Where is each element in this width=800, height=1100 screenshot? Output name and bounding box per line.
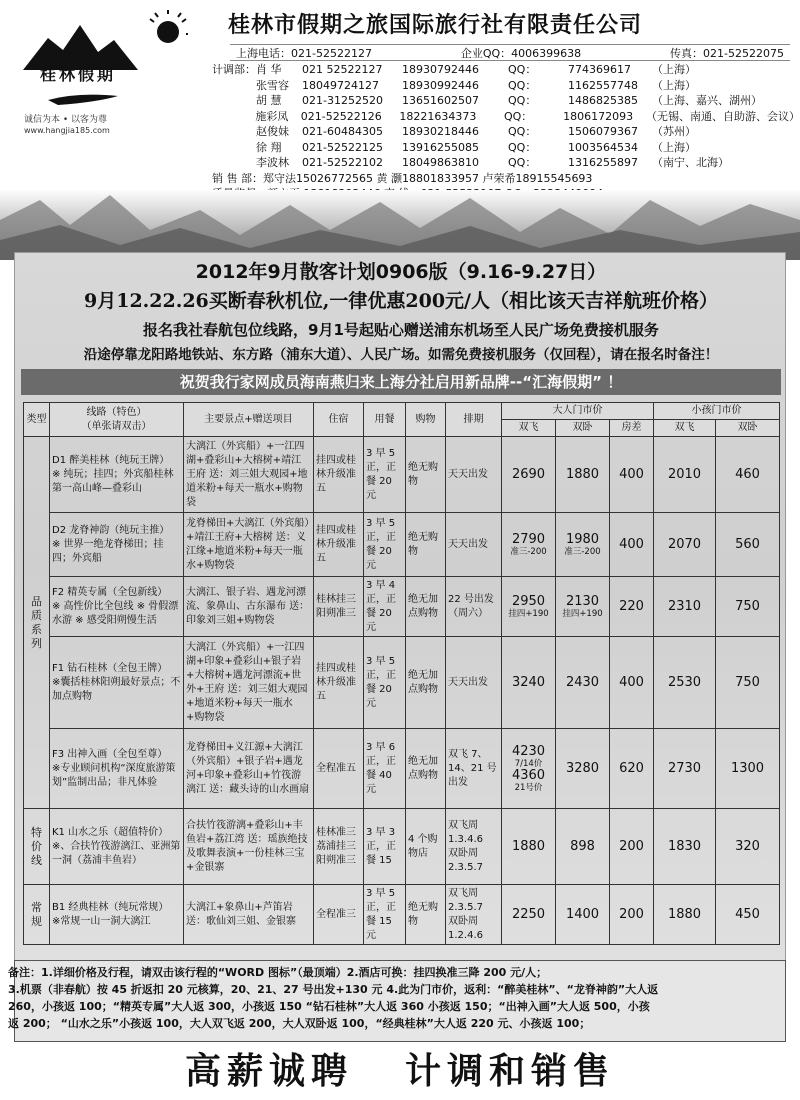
- shopping-cell: 绝无加点购物: [406, 577, 446, 637]
- contact-row: [212, 93, 800, 109]
- contact-dept: [212, 78, 256, 94]
- contact-note: （上海）: [652, 140, 696, 154]
- child-fly-price: 2070: [654, 513, 716, 577]
- scenic-cell: 大漓江（外宾船）+一江四湖+印象+叠彩山+银子岩+大榕树+遇龙河漂流+世外+王府 送：刘三姐大观园+地道米粉+每天一瓶水+购物袋: [184, 637, 314, 729]
- brand-banner: 祝贺我行家网成员海南燕归来上海分社启用新品牌--“汇海假期” ！: [21, 369, 781, 395]
- header-shopping: 购物: [406, 403, 446, 437]
- contact-qq-label: QQ：: [508, 156, 537, 169]
- hotel-cell: 桂林准三荔浦挂三阳朔准三: [314, 809, 364, 885]
- table-row[interactable]: [24, 513, 780, 577]
- table-row[interactable]: [24, 637, 780, 729]
- header-schedule: 排期: [446, 403, 502, 437]
- contact-qq-label: QQ：: [503, 109, 533, 123]
- contact-mobile: 18930992446: [402, 78, 479, 92]
- route-cell[interactable]: [50, 885, 184, 945]
- contact-name: 张雪容: [256, 78, 289, 92]
- recruit-banner: [0, 1043, 800, 1100]
- header-adult-sleeper: 双卧: [556, 420, 610, 437]
- contact-qq-label: QQ：: [508, 125, 537, 138]
- route-note: ※常规一山一洞大漓江: [52, 915, 151, 927]
- table-row[interactable]: [24, 729, 780, 809]
- contact-note: （南宁、北海）: [652, 156, 729, 169]
- shopping-cell: 绝无购物: [406, 885, 446, 945]
- header-adult-fly: 双飞: [502, 420, 556, 437]
- contact-note: （上海）: [652, 63, 696, 76]
- note-line-1: 备注：1.详细价格及行程，请双击该行程的“WORD 图标”（最顶端）2.酒店可换：挂四换准三降 200 元/人；: [8, 966, 548, 979]
- room-diff-price: 200: [610, 885, 654, 945]
- scenic-cell: 大漓江（外宾船）+一江四湖+叠彩山+大榕树+靖江王府 送：刘三姐大观园+地道米粉+每天一瓶水+购物袋: [184, 437, 314, 513]
- adult-sleeper-price: 2130: [565, 593, 600, 609]
- adult-fly-price: 2950: [511, 593, 546, 609]
- contact-tel: 021-52522125: [302, 140, 383, 154]
- contact-dept: 计调部：: [212, 63, 256, 76]
- note-line-2: 3.机票（非春航）按 45 折返扣 20 元核算，20、21、27 号出发+130 元 4.此为门市价，返利：“醉美桂林”、“龙脊神韵”大人返: [8, 983, 659, 996]
- adult-fly-note: 准三-200: [510, 546, 547, 557]
- contact-name: 赵俊妹: [256, 125, 289, 138]
- contact-note: （苏州）: [652, 125, 696, 138]
- adult-fly-note: 挂四+190: [508, 608, 549, 619]
- logo-url[interactable]: www.hangjia185.com: [24, 126, 110, 135]
- contact-row: [212, 62, 800, 78]
- hotel-cell: 全程准三: [314, 885, 364, 945]
- company-name: 桂林市假期之旅国际旅行社有限责任公司: [228, 13, 643, 38]
- adult-sleeper-note: 准三-200: [564, 546, 601, 557]
- contact-qq-label: QQ：: [508, 140, 537, 154]
- hotel-cell: 全程准五: [314, 729, 364, 809]
- child-sleeper-price: 560: [716, 513, 780, 577]
- schedule-fly: 双飞周 2.3.5.7: [448, 887, 483, 913]
- contact-name: 徐 翔: [256, 140, 282, 154]
- route-name: F3 出神入画（全包至尊）: [52, 748, 168, 760]
- meals-cell: 3 早 4 正，正餐 20 元: [364, 577, 406, 637]
- contact-dept: [212, 109, 255, 125]
- header-route-sub: （单张请双击）: [81, 420, 152, 432]
- contact-mobile: 18930218446: [402, 125, 479, 138]
- meals-cell: 3 早 5 正，正餐 15 元: [364, 885, 406, 945]
- route-note: ※、合扶竹筏游漓江、亚洲第一洞（荔浦丰鱼岩）: [52, 840, 181, 866]
- plan-title: 2012年9月散客计划0906版（9.16-9.27日）: [195, 261, 607, 283]
- route-note: ※专业顾问机构“深度旅游策划”监制出品；非凡体验: [52, 762, 176, 788]
- contact-qq: 774369617: [568, 63, 631, 76]
- shopping-cell: 4 个购物店: [406, 809, 446, 885]
- header-route: [50, 403, 184, 437]
- header-room-diff: 房差: [610, 420, 654, 437]
- route-cell[interactable]: [50, 577, 184, 637]
- contact-tel: 021-52522102: [302, 156, 383, 169]
- contact-tel: 021 52522127: [302, 63, 383, 76]
- hotel-cell: 挂四或桂林升级准五: [314, 637, 364, 729]
- adult-sleeper-cell: [556, 513, 610, 577]
- footer: [0, 1043, 800, 1100]
- schedule-cell: [446, 809, 502, 885]
- category-special: 特价线: [24, 809, 50, 885]
- route-cell[interactable]: [50, 513, 184, 577]
- adult-fly-price: 4230: [511, 743, 546, 759]
- header-type: 类型: [24, 403, 50, 437]
- hotline-bar: [230, 44, 790, 61]
- adult-fly-price: 2690: [502, 437, 556, 513]
- adult-sleeper-note: 挂四+190: [562, 608, 603, 619]
- shopping-cell: 绝无加点购物: [406, 637, 446, 729]
- schedule-cell: 天天出发: [446, 513, 502, 577]
- adult-fly-price: 1880: [502, 809, 556, 885]
- tour-price-table: [23, 402, 780, 945]
- table-header-row: [24, 403, 780, 420]
- header-meals: 用餐: [364, 403, 406, 437]
- logo-name: 桂林假期: [40, 65, 117, 84]
- adult-fly-price: 2250: [502, 885, 556, 945]
- contact-name: 胡 慧: [256, 94, 282, 107]
- child-fly-price: 2730: [654, 729, 716, 809]
- category-regular: 常规: [24, 885, 50, 945]
- recruit-positions: 计调和销售: [405, 1051, 616, 1092]
- hotel-cell: 挂四或桂林升级准五: [314, 513, 364, 577]
- contact-dept: [212, 155, 256, 171]
- hotel-cell: 桂林挂三阳朔准三: [314, 577, 364, 637]
- contact-tel: 021-60484305: [302, 125, 383, 138]
- adult-fly-price: 3240: [502, 637, 556, 729]
- schedule-cell: 天天出发: [446, 637, 502, 729]
- header-scenic: 主要景点+赠送项目: [184, 403, 314, 437]
- fax: 传真：021-52522075: [670, 46, 784, 60]
- meals-cell: 3 早 5 正，正餐 20 元: [364, 637, 406, 729]
- route-note: ※囊括桂林阳朔最好景点；不加点购物: [52, 676, 181, 702]
- header-hotel: 住宿: [314, 403, 364, 437]
- contact-row: [212, 109, 800, 125]
- contact-name: 施彩凤: [255, 109, 289, 123]
- contact-dept: [212, 124, 256, 140]
- schedule-cell: 22 号出发（周六）: [446, 577, 502, 637]
- table-row[interactable]: [24, 809, 780, 885]
- adult-sleeper-price: 898: [556, 809, 610, 885]
- adult-sleeper-price: 3280: [556, 729, 610, 809]
- contact-mobile: 18930792446: [402, 63, 479, 76]
- contact-mobile: 13916255085: [402, 140, 479, 154]
- adult-sleeper-cell: [556, 577, 610, 637]
- contact-mobile: 18049863810: [402, 156, 479, 169]
- note-line-4: 返 200； “山水之乐”小孩返 100，大人双飞返 200，大人双卧返 100，“经典桂林”大人返 220 元、小孩返 100；: [8, 1017, 591, 1030]
- contact-row: [212, 78, 800, 94]
- scenic-cell: 龙脊梯田+义江源+大漓江（外宾船）+银子岩+遇龙河+印象+叠彩山+竹筏游漓江 送：藏头诗的山水画扇: [184, 729, 314, 809]
- adult-fly-note: 7/14价: [514, 758, 543, 769]
- route-cell[interactable]: [50, 437, 184, 513]
- adult-fly-cell: [502, 577, 556, 637]
- shopping-cell: 绝无加点购物: [406, 729, 446, 809]
- route-name: F1 钻石桂林（全包王牌）: [52, 662, 168, 674]
- route-cell[interactable]: [50, 637, 184, 729]
- plan-panel: [14, 252, 786, 1042]
- table-row[interactable]: [24, 577, 780, 637]
- adult-sleeper-price: 1880: [556, 437, 610, 513]
- meals-cell: 3 早 3 正，正餐 15: [364, 809, 406, 885]
- child-fly-price: 1880: [654, 885, 716, 945]
- adult-sleeper-price: 2430: [556, 637, 610, 729]
- child-sleeper-price: 450: [716, 885, 780, 945]
- contact-name: 李波林: [256, 156, 289, 169]
- child-sleeper-price: 460: [716, 437, 780, 513]
- route-cell[interactable]: [50, 809, 184, 885]
- schedule-sleeper: 双卧周 1.2.4.6: [448, 915, 483, 941]
- enterprise-qq: 企业QQ：4006399638: [460, 46, 582, 60]
- contact-qq: 1003564534: [568, 140, 638, 154]
- header-child-sleeper: 双卧: [716, 420, 780, 437]
- contact-name: 肖 华: [256, 63, 282, 76]
- table-row[interactable]: [24, 437, 780, 513]
- schedule-fly: 双飞周 1.3.4.6: [448, 819, 483, 845]
- karst-mountains-icon: [0, 190, 800, 260]
- contact-qq-label: QQ：: [508, 63, 537, 76]
- recruit-title: 高薪诚聘: [184, 1051, 353, 1092]
- room-diff-price: 220: [610, 577, 654, 637]
- schedule-cell: 双飞 7、14、21 号出发: [446, 729, 502, 809]
- room-diff-price: 400: [610, 513, 654, 577]
- table-row[interactable]: [24, 885, 780, 945]
- contact-mobile: 18221634373: [399, 109, 477, 123]
- pickup-stops-line: 沿途停靠龙阳路地铁站、东方路（浦东大道）、人民广场。如需免费接机服务（仅回程），请在报名时备注！: [83, 347, 719, 363]
- scenic-cell: 龙脊梯田+大漓江（外宾船）+靖江王府+大榕树 送：义江缘+地道米粉+每天一瓶水+购物袋: [184, 513, 314, 577]
- schedule-cell: [446, 885, 502, 945]
- header-route-label: 线路（特色）: [86, 406, 147, 418]
- contact-mobile: 13651602507: [402, 94, 479, 107]
- contact-list: [212, 62, 800, 202]
- category-premium: 品质系列: [24, 437, 50, 809]
- route-name: D2 龙脊神韵（纯玩主推）: [52, 524, 170, 536]
- contact-qq: 1506079367: [568, 125, 638, 138]
- meals-cell: 3 早 6 正，正餐 40 元: [364, 729, 406, 809]
- route-cell[interactable]: [50, 729, 184, 809]
- header-adult-price: 大人门市价: [502, 403, 654, 420]
- schedule-cell: 天天出发: [446, 437, 502, 513]
- contact-row: [212, 124, 800, 140]
- child-sleeper-price: 320: [716, 809, 780, 885]
- sales-line: 销 售 部：郑守法15026772565 黄 灏18801833957 卢荣希18915545693: [212, 171, 593, 185]
- child-sleeper-price: 750: [716, 577, 780, 637]
- route-note: ※ 世界一绝龙脊梯田；挂四；外宾船: [52, 538, 164, 564]
- route-name: B1 经典桂林（纯玩常规）: [52, 901, 169, 913]
- scenery-background: [0, 190, 800, 260]
- contact-dept: [212, 140, 256, 156]
- adult-fly-cell: [502, 513, 556, 577]
- scenic-cell: 合扶竹筏游漓+叠彩山+丰鱼岩+荔江湾 送：瑶族绝技及歌舞表演+一份桂林三宝+金银寨: [184, 809, 314, 885]
- contact-note: （上海、嘉兴、湖州）: [652, 94, 762, 107]
- route-name: K1 山水之乐（超值特价）: [52, 826, 169, 838]
- contact-note: （上海）: [652, 78, 696, 92]
- notes: [2, 962, 778, 1034]
- contact-qq-label: QQ：: [508, 78, 537, 92]
- room-diff-price: 620: [610, 729, 654, 809]
- hotel-cell: 挂四或桂林升级准五: [314, 437, 364, 513]
- schedule-sleeper: 双卧周 2.3.5.7: [448, 847, 483, 873]
- adult-fly-cell: [502, 729, 556, 809]
- header-child-fly: 双飞: [654, 420, 716, 437]
- scenic-cell: 大漓江、银子岩、遇龙河漂流、象鼻山、古东瀑布 送：印象刘三姐+购物袋: [184, 577, 314, 637]
- contact-qq: 1316255897: [568, 156, 638, 169]
- route-name: F2 精英专属（全包新线）: [52, 586, 168, 598]
- route-note: ※ 高性价比全包线 ※ 骨假漂水游 ※ 感受阳朔慢生活: [52, 600, 179, 626]
- adult-fly-price: 2790: [511, 531, 546, 547]
- contact-row: [212, 155, 800, 171]
- adult-sleeper-price: 1980: [565, 531, 600, 547]
- contact-qq-label: QQ：: [508, 94, 537, 107]
- logo-slogan: 诚信为本 • 以客为尊: [24, 115, 108, 125]
- child-sleeper-price: 750: [716, 637, 780, 729]
- route-note: ※ 纯玩；挂四；外宾船桂林第一高山峰—叠彩山: [52, 468, 174, 494]
- contact-qq: 1806172093: [563, 109, 634, 123]
- room-diff-price: 400: [610, 437, 654, 513]
- contact-dept: [212, 93, 256, 109]
- contact-tel: 18049724127: [302, 78, 379, 92]
- scenic-cell: 大漓江+象鼻山+芦笛岩 送：歌仙刘三姐、金银寨: [184, 885, 314, 945]
- meals-cell: 3 早 5 正，正餐 20 元: [364, 513, 406, 577]
- contact-row: [212, 140, 800, 156]
- room-diff-price: 400: [610, 637, 654, 729]
- contact-qq: 1162557748: [568, 78, 638, 92]
- room-diff-price: 200: [610, 809, 654, 885]
- pickup-service-line: 报名我社春航包位线路，9月1号起贴心赠送浦东机场至人民广场免费接机服务: [143, 321, 659, 339]
- shanghai-tel: 上海电话：021-52522127: [236, 46, 372, 60]
- child-fly-price: 2010: [654, 437, 716, 513]
- contact-tel: 021-31252520: [302, 94, 383, 107]
- child-fly-price: 2310: [654, 577, 716, 637]
- route-name: D1 醉美桂林（纯玩王牌）: [52, 454, 170, 466]
- contact-tel: 021-52522126: [300, 109, 382, 123]
- adult-fly-price-2: 4360: [511, 767, 546, 783]
- header: [0, 0, 800, 200]
- promo-line: 9月12.22.26买断春秋机位,一律优惠200元/人（相比该天吉祥航班价格）: [84, 290, 718, 312]
- contact-qq: 1486825385: [568, 94, 638, 107]
- shopping-cell: 绝无购物: [406, 437, 446, 513]
- child-sleeper-price: 1300: [716, 729, 780, 809]
- header-child-price: 小孩门市价: [654, 403, 780, 420]
- note-line-3: 260，小孩返 100；“精英专属”大人返 300，小孩返 150 “钻石桂林”大人返 360 小孩返 150；“出神入画”大人返 500，小孩: [8, 1000, 650, 1013]
- meals-cell: 3 早 5 正，正餐 20 元: [364, 437, 406, 513]
- adult-sleeper-price: 1400: [556, 885, 610, 945]
- child-fly-price: 1830: [654, 809, 716, 885]
- child-fly-price: 2530: [654, 637, 716, 729]
- shopping-cell: 绝无购物: [406, 513, 446, 577]
- contact-note: （无锡、南通、自助游、会议）: [646, 109, 800, 123]
- adult-fly-note-2: 21号价: [514, 782, 543, 793]
